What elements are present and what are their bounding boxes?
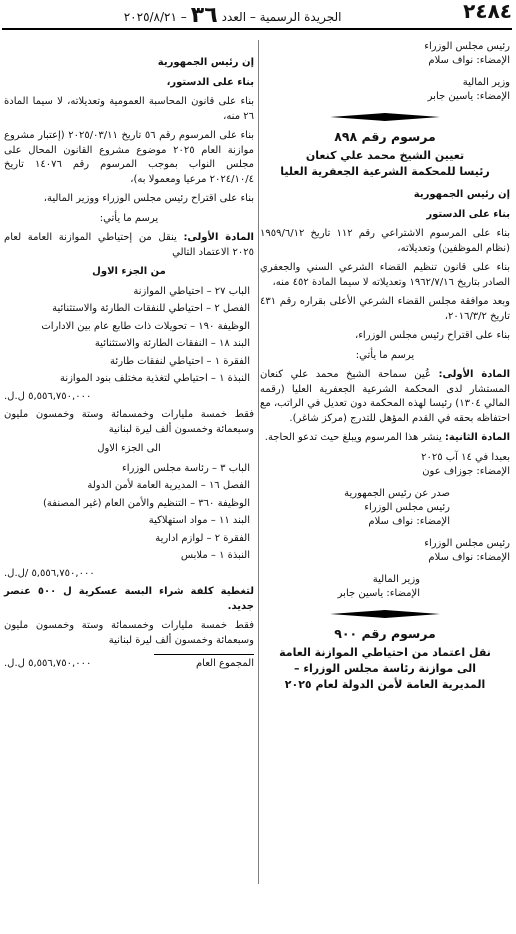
purpose: لتغطية كلفة شراء البسة عسكرية ل ٥٠٠ عنصر جديد. bbox=[4, 586, 254, 612]
decrees-heading: يرسم ما يأتي: bbox=[99, 212, 159, 224]
total-rule bbox=[154, 654, 254, 655]
issue-date: – ٢٠٢٥/٨/٢١ bbox=[123, 9, 187, 24]
budget-line: النبذة ١ – احتياطي لتغذية مختلف بنود الموازنة bbox=[59, 373, 250, 384]
gazette-name: الجريدة الرسمية – العدد bbox=[221, 9, 342, 24]
grand-total bbox=[4, 657, 254, 672]
page-number: ٢٤٨٤ bbox=[463, 0, 512, 23]
right-column bbox=[260, 40, 510, 700]
article-1 bbox=[4, 231, 254, 260]
article-label: المادة الأولى: bbox=[438, 369, 511, 380]
budget-line: الوظيفة ١٩٠ – تحويلات ذات طابع عام بين الادارات bbox=[41, 320, 250, 332]
signature-name: الإمضاء: ياسين جابر bbox=[337, 587, 420, 599]
preamble-constitution: بناء على الدستور، bbox=[166, 76, 254, 88]
section-separator bbox=[330, 112, 440, 122]
signature-name: الإمضاء: ياسين جابر bbox=[427, 91, 510, 102]
preamble-paragraph: وبعد موافقة مجلس القضاء الشرعي الأعلى بقراره رقم ٤٣١ تاريخ ٢٠١٦/٣/٢، bbox=[260, 296, 510, 322]
amount: ٥,٥٥٦,٧٥٠,٠٠٠ ل.ل. bbox=[4, 390, 92, 402]
decree-subject: الى موازنة رئاسة مجلس الوزراء – bbox=[293, 661, 476, 675]
preamble-president: إن رئيس الجمهورية bbox=[413, 189, 510, 200]
decree-title: مرسوم رقم ٩٠٠ bbox=[334, 625, 436, 641]
place-date: بعبدا في ١٤ آب ٢٠٢٥ bbox=[421, 451, 510, 463]
signature-block bbox=[260, 573, 510, 601]
column-divider bbox=[258, 40, 259, 884]
decree-subject: نقل اعتماد من احتياطي الموازنة العامة bbox=[279, 645, 491, 659]
article-1 bbox=[260, 368, 510, 426]
signature-name: الإمضاء: نواف سلام bbox=[428, 551, 510, 563]
signature-title: رئيس مجلس الوزراء bbox=[364, 501, 450, 513]
amount-in-words: فقط خمسة مليارات وخمسمائة وستة وخمسون مليون وسبعمائة وخمسون ألف ليرة لبنانية bbox=[4, 409, 254, 435]
signature-title: رئيس مجلس الوزراء bbox=[424, 41, 510, 52]
left-column bbox=[4, 56, 254, 672]
amount: ٥,٥٥٦,٧٥٠,٠٠٠ /ل.ل. bbox=[4, 567, 95, 579]
preamble-president: إن رئيس الجمهورية bbox=[157, 57, 254, 68]
budget-line: الفقرة ١ – احتياطي لنفقات طارئة bbox=[110, 355, 250, 367]
issue-number: ٣٦ bbox=[190, 3, 218, 29]
from-part-heading: من الجزء الاول bbox=[92, 266, 166, 277]
issued-by: صدر عن رئيس الجمهورية bbox=[344, 487, 450, 499]
gazette-running-head bbox=[123, 3, 342, 29]
preamble-paragraph: بناء على قانون تنظيم القضاء الشرعي السني والجعفري الصادر بتاريخ ١٩٦٢/٧/١٦ وتعديلاته لا سيما المادة ٤٥٢ منه، bbox=[260, 262, 510, 288]
decrees-heading: يرسم ما يأتي: bbox=[355, 349, 415, 361]
total-label: المجموع العام bbox=[195, 658, 254, 669]
signature-block bbox=[260, 487, 510, 529]
signature-block bbox=[260, 40, 510, 68]
to-items bbox=[4, 462, 254, 564]
budget-line: البند ١١ – مواد استهلاكية bbox=[148, 515, 250, 526]
budget-line: النبذة ١ – ملابس bbox=[180, 550, 250, 561]
signature-name: الإمضاء: جوزاف عون bbox=[422, 465, 510, 477]
budget-line: الفقرة ٢ – لوازم ادارية bbox=[155, 532, 250, 544]
amount-in-words: فقط خمسة مليارات وخمسمائة وستة وخمسون مليون وسبعمائة وخمسون ألف ليرة لبنانية bbox=[4, 620, 254, 646]
decree-title: مرسوم رقم ٨٩٨ bbox=[334, 129, 436, 144]
budget-line: الباب ٣ – رئاسة مجلس الوزراء bbox=[122, 462, 250, 474]
from-items bbox=[4, 285, 254, 387]
article-label: المادة الثانية: bbox=[444, 432, 510, 443]
budget-line: الفصل ١٦ – المديرية العامة لأمن الدولة bbox=[87, 480, 250, 491]
decree-subject: تعيين الشيخ محمد علي كنعان bbox=[305, 149, 465, 163]
budget-line: الباب ٢٧ – احتياطي الموازنة bbox=[133, 285, 250, 297]
preamble-constitution: بناء على الدستور bbox=[426, 208, 510, 220]
preamble-paragraph: بناء على اقتراح رئيس مجلس الوزراء ووزير المالية، bbox=[43, 193, 254, 204]
preamble-paragraph: بناء على المرسوم الاشتراعي رقم ١١٢ تاريخ ١٩٥٩/٦/١٢ (نظام الموظفين) وتعديلاته، bbox=[260, 228, 511, 254]
signature-title: وزير المالية bbox=[372, 573, 420, 585]
signature-title: رئيس مجلس الوزراء bbox=[424, 537, 510, 549]
to-part-heading: الى الجزء الاول bbox=[97, 443, 161, 454]
budget-line: الوظيفة ٣٦٠ – التنظيم والأمن العام (غير المصنفة) bbox=[43, 497, 250, 509]
signature-block bbox=[260, 537, 510, 565]
article-text: ينقل من إحتياطي الموازنة العامة لعام ٢٠٢٥ الاعتماد التالي bbox=[4, 232, 254, 258]
decree-subject: المديرية العامة لأمن الدولة لعام ٢٠٢٥ bbox=[284, 677, 486, 691]
article-text: عُين سماحة الشيخ محمد علي كنعان المستشار لدى المحكمة الشرعية الجعفرية العليا (رقمه المالي ١٣٠٤) رئيسا لهذه المحكمة دون تعديل في الراتب، مع احتفاظه بحقه في القدم المؤهل للتدرج (مركز شاغر). bbox=[260, 369, 511, 424]
total-value: ٥,٥٥٦,٧٥٠,٠٠٠ ل.ل. bbox=[4, 658, 92, 669]
signature-name: الإمضاء: نواف سلام bbox=[428, 55, 510, 66]
preamble-paragraph: بناء على قانون المحاسبة العمومية وتعديلاته، لا سيما المادة ٢٦ منه، bbox=[4, 96, 254, 122]
budget-line: البند ١٨ – النفقات الطارئة والاستثنائية bbox=[94, 338, 250, 349]
decree-subject: رئيسا للمحكمة الشرعية الجعفرية العليا bbox=[280, 165, 490, 179]
article-2 bbox=[260, 431, 510, 446]
section-separator bbox=[330, 609, 440, 619]
budget-line: الفصل ٢ – احتياطي للنفقات الطارئة والاستثنائية bbox=[52, 303, 250, 314]
signature-title: وزير المالية bbox=[462, 77, 510, 88]
signature-block bbox=[260, 451, 510, 479]
article-label: المادة الأولى: bbox=[183, 232, 254, 243]
preamble-paragraph: بناء على المرسوم رقم ٥٦ تاريخ ٢٠٢٥/٠٣/١١ (إعتبار مشروع موازنة العام ٢٠٢٥ موضوع مشروع القانون المحال على مجلس النواب بموجب المرسوم رقم ١٤٠٧٦ تاريخ ٢٠٢٤/١٠/٤ مرعيا ومعمولا به)، bbox=[4, 130, 254, 185]
signature-name: الإمضاء: نواف سلام bbox=[368, 515, 450, 527]
article-text: ينشر هذا المرسوم ويبلغ حيث تدعو الحاجة. bbox=[264, 432, 442, 443]
preamble-paragraph: بناء على اقتراح رئيس مجلس الوزراء، bbox=[355, 330, 510, 341]
signature-block bbox=[260, 76, 510, 104]
page-header bbox=[2, 0, 512, 30]
